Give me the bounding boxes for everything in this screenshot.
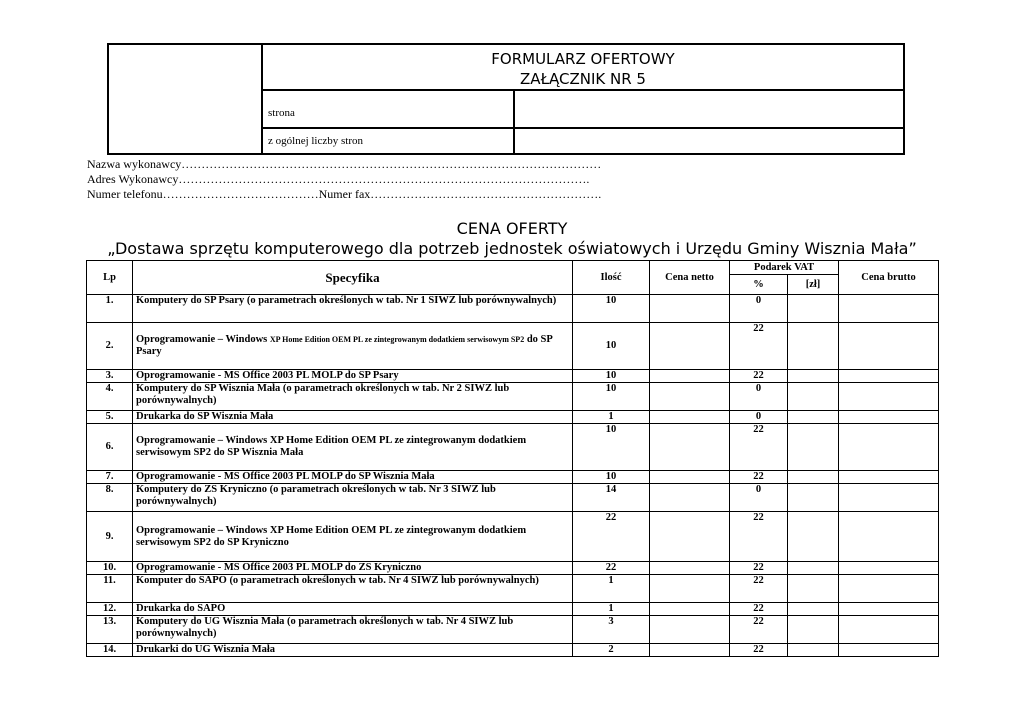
col-qty-header: Ilość bbox=[573, 261, 650, 295]
row-gross[interactable] bbox=[839, 471, 939, 484]
row-gross[interactable] bbox=[839, 295, 939, 323]
row-spec: Komputery do ZS Kryniczno (o parametrach określonych w tab. Nr 3 SIWZ lub porównywalnych) bbox=[133, 484, 573, 512]
row-lp: 2. bbox=[87, 323, 133, 370]
table-row bbox=[87, 512, 939, 562]
row-gross[interactable] bbox=[839, 484, 939, 512]
row-spec: Oprogramowanie - MS Office 2003 PL MOLP do ZS Kryniczno bbox=[133, 562, 573, 575]
row-net[interactable] bbox=[650, 383, 730, 411]
row-net[interactable] bbox=[650, 644, 730, 657]
row-spec: Komputery do SP Psary (o parametrach określonych w tab. Nr 1 SIWZ lub porównywalnych) bbox=[133, 295, 573, 323]
table-row bbox=[87, 562, 939, 575]
row-net[interactable] bbox=[650, 424, 730, 471]
table-row bbox=[87, 484, 939, 512]
row-lp: 10. bbox=[87, 562, 133, 575]
row-gross[interactable] bbox=[839, 616, 939, 644]
table-row bbox=[87, 603, 939, 616]
col-vat-pct-header: % bbox=[730, 275, 788, 295]
row-vat-zl[interactable] bbox=[788, 383, 839, 411]
row-gross[interactable] bbox=[839, 411, 939, 424]
offer-table bbox=[86, 260, 939, 657]
row-vat-pct: 0 bbox=[730, 295, 788, 323]
row-lp: 1. bbox=[87, 295, 133, 323]
offer-title: CENA OFERTY bbox=[456, 219, 568, 238]
row-gross[interactable] bbox=[839, 512, 939, 562]
table-row bbox=[87, 424, 939, 471]
row-vat-pct: 22 bbox=[730, 562, 788, 575]
row-qty: 2 bbox=[573, 644, 650, 657]
row-lp: 9. bbox=[87, 512, 133, 562]
row-gross[interactable] bbox=[839, 370, 939, 383]
row-net[interactable] bbox=[650, 562, 730, 575]
row-qty: 1 bbox=[573, 575, 650, 603]
row-vat-pct: 22 bbox=[730, 370, 788, 383]
row-vat-pct: 22 bbox=[730, 323, 788, 370]
col-net-header: Cena netto bbox=[650, 261, 730, 295]
table-row bbox=[87, 471, 939, 484]
row-net[interactable] bbox=[650, 484, 730, 512]
row-vat-zl[interactable] bbox=[788, 512, 839, 562]
row-spec: Oprogramowanie – Windows XP Home Edition OEM PL ze zintegrowanym dodatkiem serwisowym SP2 do SP Wisznia Mała bbox=[133, 424, 573, 471]
col-gross-header: Cena brutto bbox=[839, 261, 939, 295]
row-vat-pct: 22 bbox=[730, 575, 788, 603]
row-lp: 5. bbox=[87, 411, 133, 424]
row-net[interactable] bbox=[650, 603, 730, 616]
col-vat-zl-header: [zł] bbox=[788, 275, 839, 295]
row-vat-zl[interactable] bbox=[788, 603, 839, 616]
row-vat-zl[interactable] bbox=[788, 295, 839, 323]
row-spec: Komputery do UG Wisznia Mała (o parametrach określonych w tab. Nr 4 SIWZ lub porównywalnych) bbox=[133, 616, 573, 644]
row-vat-zl[interactable] bbox=[788, 424, 839, 471]
row-gross[interactable] bbox=[839, 644, 939, 657]
table-row bbox=[87, 295, 939, 323]
row-qty: 1 bbox=[573, 411, 650, 424]
table-row bbox=[87, 383, 939, 411]
row-vat-pct: 0 bbox=[730, 484, 788, 512]
row-spec-part-c: do SP Psary bbox=[136, 334, 553, 357]
row-vat-pct: 0 bbox=[730, 411, 788, 424]
total-pages-label: z ogólnej liczby stron bbox=[268, 135, 364, 147]
row-lp: 4. bbox=[87, 383, 133, 411]
row-qty: 10 bbox=[573, 471, 650, 484]
row-spec-part-a: Oprogramowanie – Windows bbox=[136, 334, 270, 345]
row-qty: 3 bbox=[573, 616, 650, 644]
row-spec: Oprogramowanie - MS Office 2003 PL MOLP do SP Wisznia Mała bbox=[133, 471, 573, 484]
row-vat-zl[interactable] bbox=[788, 644, 839, 657]
page-label: strona bbox=[268, 107, 295, 119]
table-row bbox=[87, 616, 939, 644]
page-number-row bbox=[263, 91, 903, 129]
row-vat-zl[interactable] bbox=[788, 562, 839, 575]
row-lp: 8. bbox=[87, 484, 133, 512]
row-gross[interactable] bbox=[839, 323, 939, 370]
row-vat-zl[interactable] bbox=[788, 616, 839, 644]
row-vat-pct: 22 bbox=[730, 644, 788, 657]
row-lp: 7. bbox=[87, 471, 133, 484]
row-qty: 10 bbox=[573, 295, 650, 323]
row-vat-zl[interactable] bbox=[788, 370, 839, 383]
row-vat-zl[interactable] bbox=[788, 575, 839, 603]
row-qty: 14 bbox=[573, 484, 650, 512]
logo-cell bbox=[109, 45, 263, 153]
row-lp: 13. bbox=[87, 616, 133, 644]
row-net[interactable] bbox=[650, 616, 730, 644]
row-gross[interactable] bbox=[839, 562, 939, 575]
row-gross[interactable] bbox=[839, 575, 939, 603]
row-gross[interactable] bbox=[839, 603, 939, 616]
row-spec: Komputery do SP Wisznia Mała (o parametrach określonych w tab. Nr 2 SIWZ lub porównywalnych) bbox=[133, 383, 573, 411]
form-header bbox=[107, 43, 905, 155]
col-vat-group-header: Podarek VAT bbox=[730, 261, 839, 275]
table-row bbox=[87, 411, 939, 424]
table-row bbox=[87, 644, 939, 657]
row-qty: 22 bbox=[573, 562, 650, 575]
row-spec: Oprogramowanie - MS Office 2003 PL MOLP do SP Psary bbox=[133, 370, 573, 383]
row-lp: 6. bbox=[87, 424, 133, 471]
row-qty: 10 bbox=[573, 383, 650, 411]
row-qty: 10 bbox=[573, 370, 650, 383]
row-gross[interactable] bbox=[839, 424, 939, 471]
row-spec: Drukarki do UG Wisznia Mała bbox=[133, 644, 573, 657]
total-pages-value-cell bbox=[513, 127, 518, 153]
row-qty: 1 bbox=[573, 603, 650, 616]
contractor-name-line: Nazwa wykonawcy…………………………………………………………………………………………… bbox=[87, 157, 602, 171]
col-spec-header: Specyfika bbox=[133, 261, 573, 295]
row-spec: Drukarka do SP Wisznia Mała bbox=[133, 411, 573, 424]
row-vat-zl[interactable] bbox=[788, 484, 839, 512]
row-qty: 10 bbox=[573, 323, 650, 370]
row-spec: Komputer do SAPO (o parametrach określonych w tab. Nr 4 SIWZ lub porównywalnych) bbox=[133, 575, 573, 603]
row-lp: 12. bbox=[87, 603, 133, 616]
row-lp: 3. bbox=[87, 370, 133, 383]
row-vat-zl[interactable] bbox=[788, 323, 839, 370]
row-vat-zl[interactable] bbox=[788, 471, 839, 484]
row-gross[interactable] bbox=[839, 383, 939, 411]
row-net[interactable] bbox=[650, 471, 730, 484]
contractor-address-line: Adres Wykonawcy…………………………………………………………………………………………. bbox=[87, 172, 590, 186]
row-net[interactable] bbox=[650, 411, 730, 424]
offer-subtitle: „Dostawa sprzętu komputerowego dla potrzeb jednostek oświatowych i Urzędu Gminy Wisznia Mała” bbox=[107, 239, 917, 258]
table-row bbox=[87, 575, 939, 603]
row-lp: 11. bbox=[87, 575, 133, 603]
table-row bbox=[87, 323, 939, 370]
row-net[interactable] bbox=[650, 512, 730, 562]
row-net[interactable] bbox=[650, 370, 730, 383]
row-vat-pct: 22 bbox=[730, 616, 788, 644]
form-title-line2: ZAŁĄCZNIK NR 5 bbox=[520, 70, 646, 88]
row-spec: Oprogramowanie – Windows XP Home Edition OEM PL ze zintegrowanym dodatkiem serwisowym SP2 do SP Kryniczno bbox=[133, 512, 573, 562]
page-value-cell bbox=[513, 91, 518, 127]
row-vat-pct: 22 bbox=[730, 603, 788, 616]
row-vat-pct: 22 bbox=[730, 471, 788, 484]
row-vat-pct: 22 bbox=[730, 424, 788, 471]
table-row bbox=[87, 370, 939, 383]
form-title bbox=[263, 45, 903, 91]
total-pages-row bbox=[263, 127, 903, 153]
row-qty: 22 bbox=[573, 512, 650, 562]
row-qty: 10 bbox=[573, 424, 650, 471]
row-net[interactable] bbox=[650, 323, 730, 370]
row-vat-zl[interactable] bbox=[788, 411, 839, 424]
form-title-line1: FORMULARZ OFERTOWY bbox=[491, 50, 675, 68]
row-spec-part-b: XP Home Edition OEM PL ze zintegrowanym dodatkiem serwisowym SP2 bbox=[269, 335, 525, 344]
row-vat-pct: 0 bbox=[730, 383, 788, 411]
col-lp-header: Lp bbox=[87, 261, 133, 295]
row-net[interactable] bbox=[650, 575, 730, 603]
row-lp: 14. bbox=[87, 644, 133, 657]
contractor-phone-line: Numer telefonu…………………………………Numer fax…………………………………………………. bbox=[87, 187, 602, 201]
row-vat-pct: 22 bbox=[730, 512, 788, 562]
row-net[interactable] bbox=[650, 295, 730, 323]
row-spec bbox=[133, 323, 573, 370]
row-spec: Drukarka do SAPO bbox=[133, 603, 573, 616]
